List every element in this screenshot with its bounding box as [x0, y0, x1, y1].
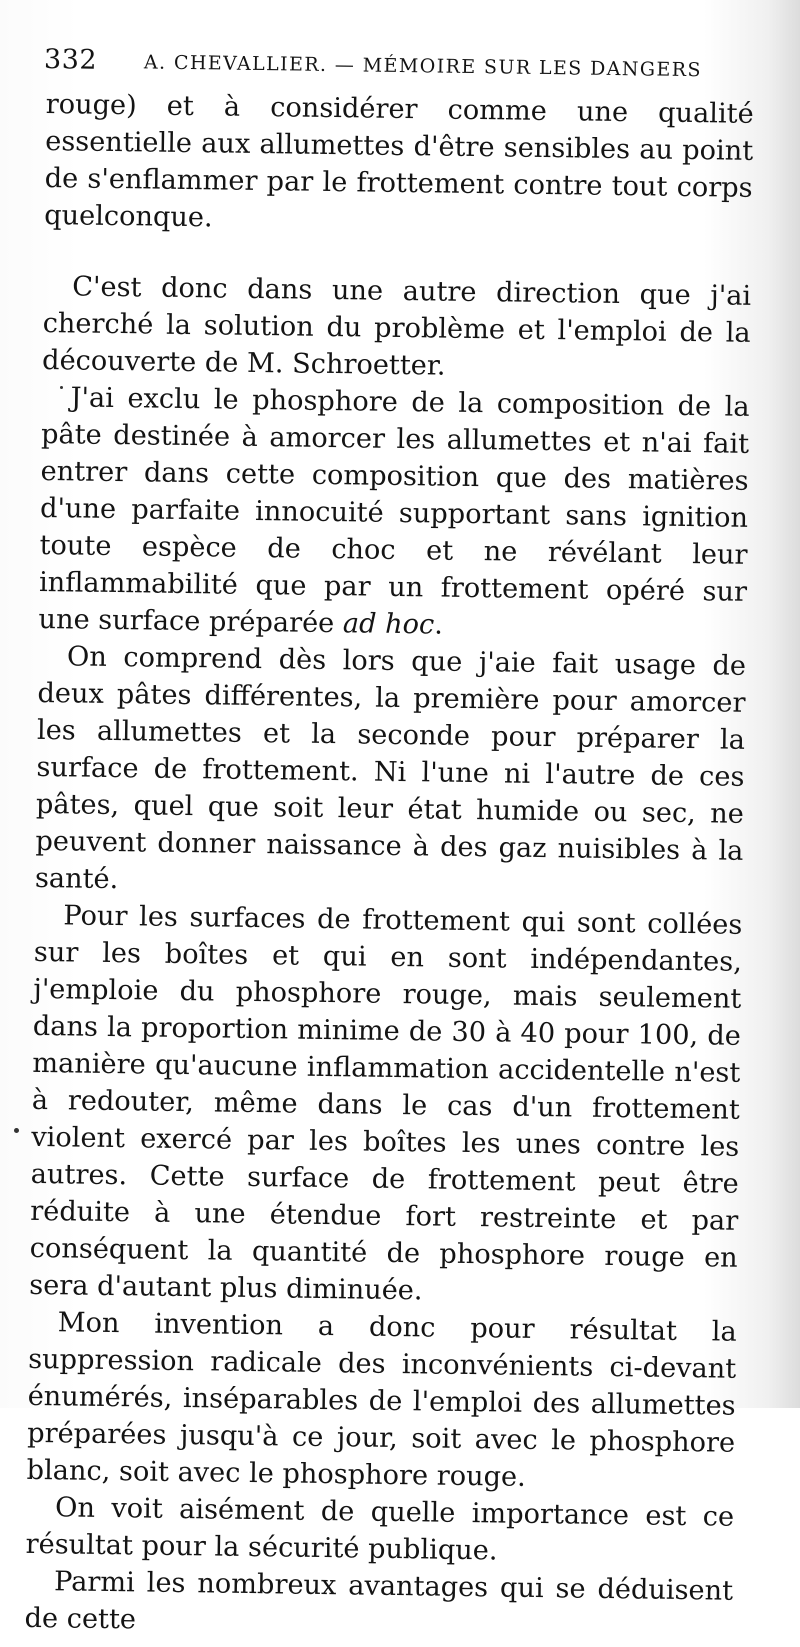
paragraph [25, 1489, 734, 1573]
paragraph-text: rouge) et à considérer comme une qualité essentielle aux allumettes d'être sensibles au point de s'enflammer par le frottement contre tout corps quelconque. [43, 88, 754, 234]
paragraph [24, 1563, 733, 1647]
paragraph-text: On comprend dès lors que j'aie fait usage de deux pâtes différentes, la première pour amorcer les allumettes et la seconde pour préparer la surface de frottement. Ni l'une ni l'autre de ces pâtes, quel que soit leur état humide ou sec, ne peuvent donner naissance à des gaz nuisibles à la santé. [34, 641, 747, 896]
paragraph [26, 1304, 737, 1499]
running-title: A. CHEVALLIER. — MÉMOIRE SUR LES DANGERS [143, 51, 702, 82]
paragraph-end-punctuation: . [434, 609, 444, 641]
italic-term: ad hoc [342, 608, 435, 641]
paragraph [42, 268, 751, 389]
paragraph-text: On voit aisément de quelle importance est ce résultat pour la sécurité publique. [25, 1492, 735, 1567]
page-number: 332 [43, 44, 98, 76]
paragraph [38, 379, 750, 648]
paragraph [35, 638, 747, 907]
paragraph [29, 897, 743, 1314]
paragraph-text: Pour les surfaces de frottement qui sont collées sur les boîtes et qui en sont indépendantes, j'emploie du phosphore rouge, mais seulement dans la proportion minime de 30 à 40 pour 100, de manière qu'aucune inflammation accidentelle n'est à redouter, même dans le cas d'un frottement violent exercé par les boîtes les unes contre les autres. Cette surface de frottement peut être réduite à une étendue fort restreinte et par conséquent la quantité de phosphore rouge en sera d'autant plus diminuée. [29, 900, 743, 1307]
running-head [44, 40, 704, 89]
paragraph-text: J'ai exclu le phosphore de la composition de la pâte destinée à amorcer les allumettes et n'ai fait entrer dans cette composition que des matières d'une parfaite innocuité supportant sans ignition toute espèce de choc et ne révélant leur inflammabilité que par un frottement opéré sur une surface préparée [38, 382, 750, 640]
paragraph-text: C'est donc dans une autre direction que j'ai cherché la solution du problème et l'emploi de la découverte de M. Schroetter. [41, 271, 752, 382]
body-text [24, 86, 754, 1647]
paragraph-continuation [44, 86, 754, 244]
ink-speck [60, 386, 63, 389]
paragraph-text: Parmi les nombreux avantages qui se déduisent de cette [24, 1566, 734, 1636]
paragraph-text: Mon invention a donc pour résultat la suppression radicale des inconvénients ci-devant énumérés, inséparables de l'emploi des allumettes préparées jusqu'à ce jour, soit avec le phosphore blanc, soit avec le phosphore rouge. [26, 1307, 737, 1493]
ink-speck [14, 1128, 19, 1133]
